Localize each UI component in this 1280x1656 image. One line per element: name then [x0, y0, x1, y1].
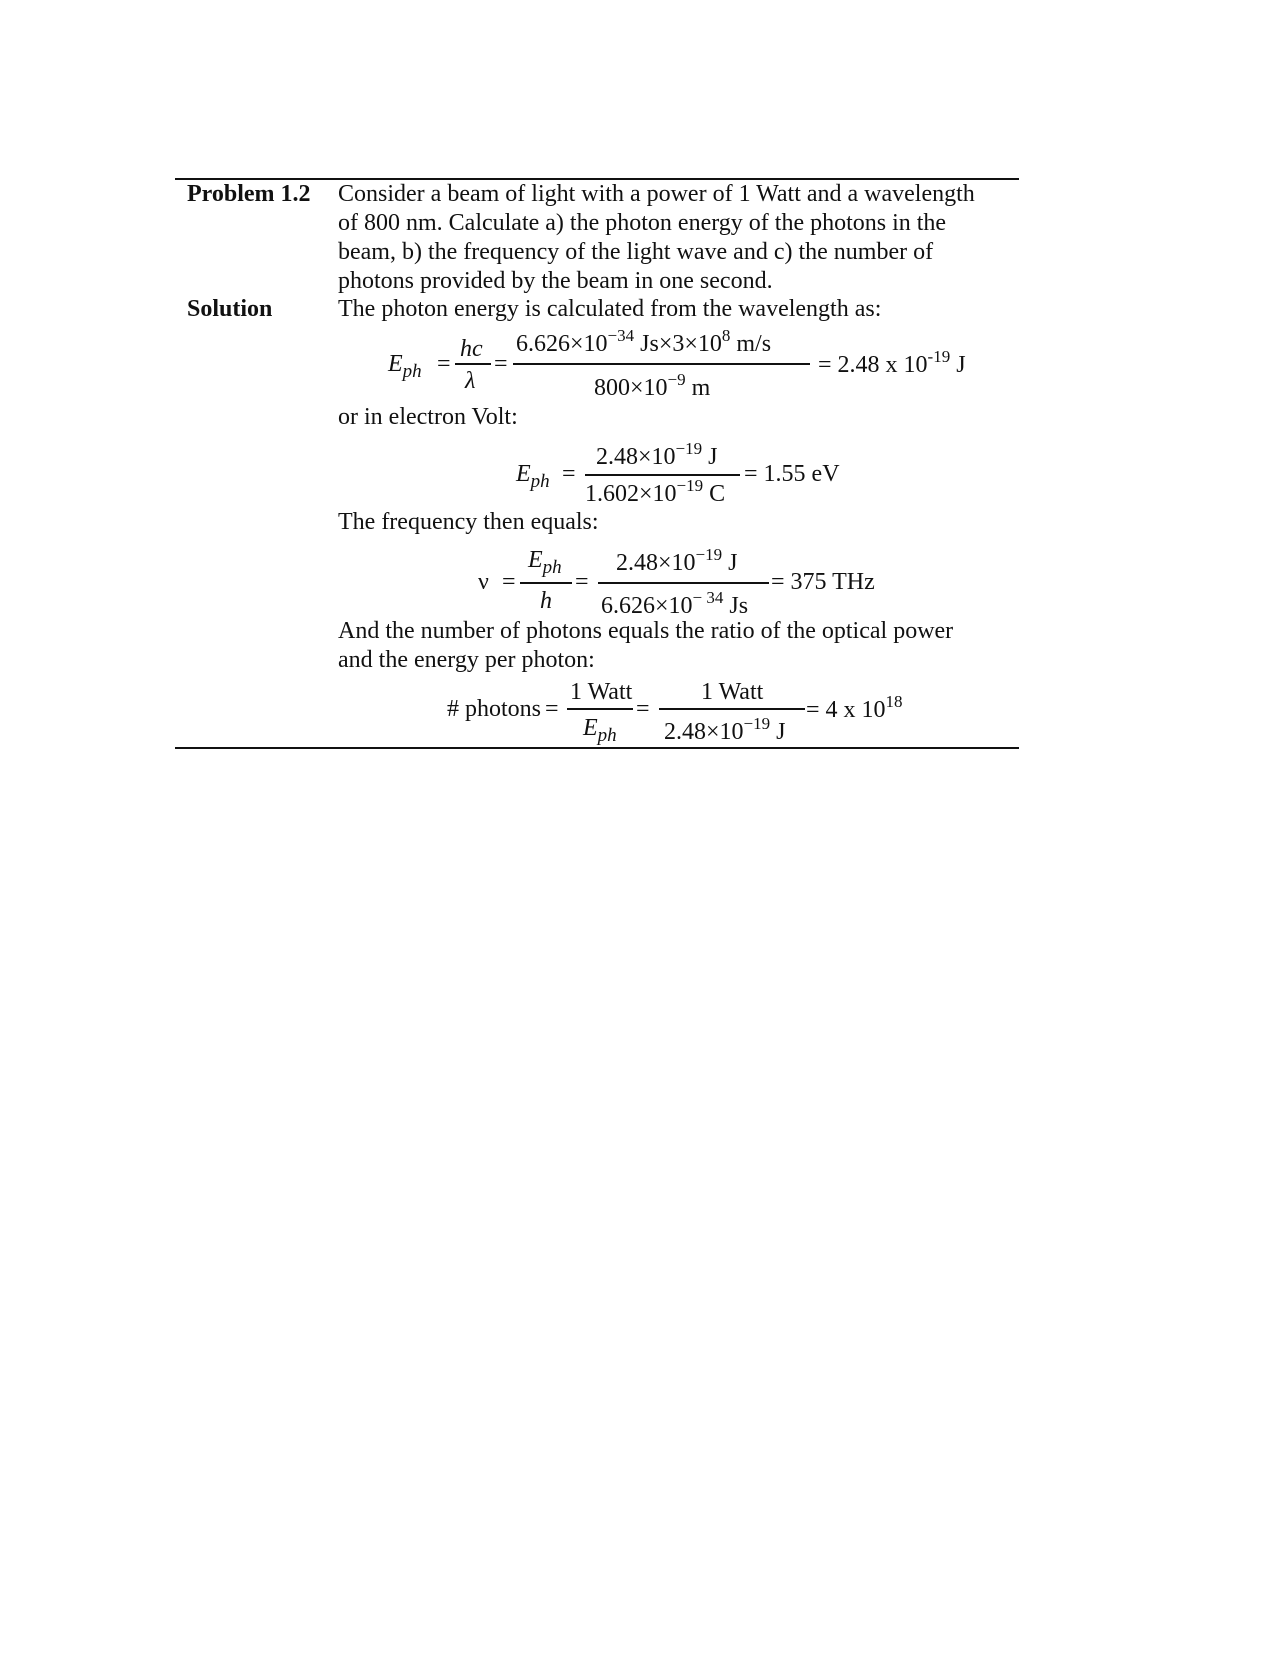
problem-line: Consider a beam of light with a power of 1 Watt and a wavelength	[338, 181, 975, 207]
photons-intro-line: And the number of photons equals the ratio of the optical power	[338, 618, 954, 644]
equals-sign: =	[494, 351, 508, 377]
fraction-numerator: $2.48\times 10^{-19}$ J	[616, 545, 738, 576]
fraction-denominator: $800\times 10^{-9}$ m	[594, 370, 711, 401]
solution-intro: The photon energy is calculated from the wavelength as:	[338, 296, 882, 322]
fraction-numerator: hc	[460, 336, 483, 362]
equals-sign: =	[502, 569, 516, 595]
equals-sign: =	[545, 696, 559, 722]
fraction-denominator: $2.48\times 10^{-19}$ J	[664, 714, 786, 745]
fraction-denominator: $1.602\times 10^{-19}$ C	[585, 476, 726, 507]
fraction-denominator: $E_{ph}$	[583, 715, 617, 746]
lhs-symbol: $E_{ph}$	[388, 351, 422, 382]
problem-line: photons provided by the beam in one second.	[338, 268, 773, 294]
lhs-symbol: $E_{ph}$	[516, 461, 550, 492]
equals-sign: =	[437, 351, 451, 377]
fraction-numerator: $6.626\times 10^{-34}$ $Js\times 3\times 10^8$ m/s	[516, 326, 772, 357]
fraction-numerator: $E_{ph}$	[528, 547, 562, 578]
equation-result: = 375 THz	[771, 569, 875, 595]
problem-line: of 800 nm. Calculate a) the photon energy of the photons in the	[338, 210, 947, 236]
equation-result: = 2.48 x $10^{-19}$ J	[818, 347, 966, 378]
lhs-label: # photons	[447, 696, 542, 722]
fraction-denominator: h	[540, 588, 552, 614]
bottom-rule	[175, 747, 1019, 749]
problem-line: beam, b) the frequency of the light wave and c) the number of	[338, 239, 934, 265]
fraction-numerator: 1 Watt	[701, 679, 764, 705]
photons-intro-line: and the energy per photon:	[338, 647, 595, 673]
equals-sign: =	[636, 696, 650, 722]
ev-intro: or in electron Volt:	[338, 404, 518, 430]
fraction-denominator: $6.626\times 10^{- 34}$ Js	[601, 588, 749, 619]
solution-label: Solution	[187, 296, 273, 322]
fraction-line	[659, 708, 805, 710]
fraction-numerator: $2.48\times 10^{-19}$ J	[596, 439, 718, 470]
problem-label: Problem 1.2	[187, 181, 311, 207]
equation-result: = 4 x $10^{18}$	[806, 692, 903, 723]
fraction-denominator: λ	[465, 368, 476, 394]
equals-sign: =	[575, 569, 589, 595]
photon-count-equation	[0, 0, 1280, 746]
frequency-intro: The frequency then equals:	[338, 509, 599, 535]
fraction-line	[567, 708, 633, 710]
equation-result: = 1.55 eV	[744, 461, 840, 487]
lhs-symbol: ν	[478, 569, 489, 595]
fraction-numerator: 1 Watt	[570, 679, 633, 705]
equals-sign: =	[562, 461, 576, 487]
